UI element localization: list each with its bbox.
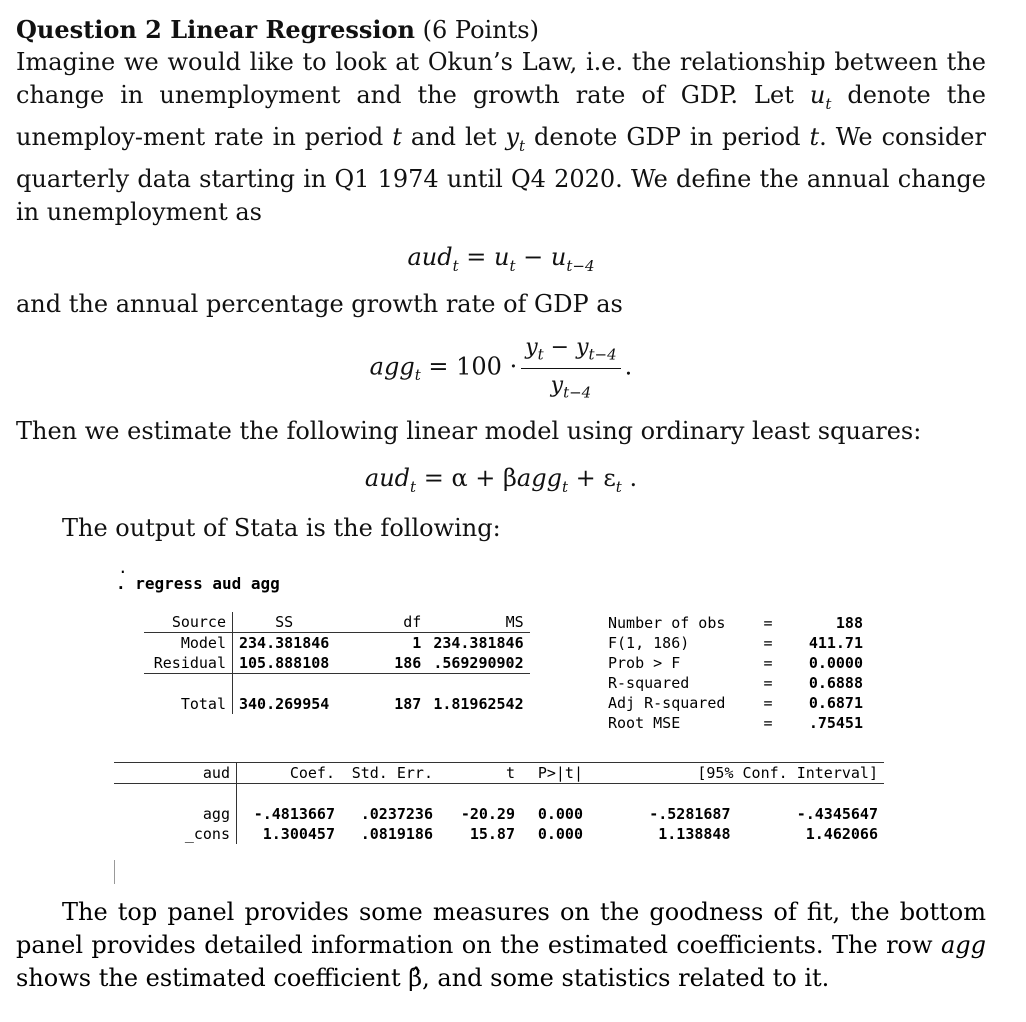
eq-sub: t (414, 366, 421, 385)
coef-header-p: P>|t| (521, 763, 589, 784)
model-label: Model (144, 633, 233, 654)
symbol-y: y (505, 122, 520, 151)
fit-row: Number of obs = 188 (608, 614, 863, 632)
eq-sub: t−4 (566, 256, 595, 275)
eq-sub: t (452, 256, 459, 275)
coef-header-coef: Coef. (237, 763, 342, 784)
question-page (16, 14, 986, 545)
eq-minus: − u (515, 242, 567, 271)
agg-se: .0237236 (360, 805, 433, 823)
cons-se: .0819186 (360, 825, 433, 843)
coef-header-se: Std. Err. (341, 763, 439, 784)
closing-section (16, 896, 986, 995)
agg-intro: and the annual percentage growth rate of GDP as (16, 290, 623, 319)
stata-intro: The output of Stata is the following: (62, 513, 501, 542)
eq-plus: + ε (567, 464, 616, 493)
eq-agg: agg (516, 464, 562, 493)
question-title (16, 14, 986, 46)
agg-t: -20.29 (460, 805, 515, 823)
model-ms: 234.381846 (433, 634, 524, 652)
eq-sub: t (615, 477, 622, 496)
total-ms: 1.81962542 (433, 695, 524, 713)
question-points: (6 Points) (422, 16, 539, 44)
closing-agg: agg (940, 931, 986, 959)
anova-header-ms: MS (427, 612, 529, 633)
stata-dot: . (118, 558, 128, 577)
symbol-t: t (809, 122, 820, 151)
closing-text: The top panel provides some measures on the goodness of fit, the bottom panel provides detailed information on the estimated coefficients. The row (16, 898, 986, 959)
agg-ci-low: -.5281687 (649, 805, 731, 823)
eq-end: . (624, 352, 633, 381)
anova-table (144, 612, 530, 714)
eq-sub: t (561, 477, 568, 496)
fraction-denominator: $y_{t-4}$ (550, 372, 592, 402)
eq-lhs: aud (364, 464, 411, 493)
fit-statistics (608, 613, 863, 733)
fraction (521, 335, 620, 401)
total-df: 187 (394, 695, 422, 713)
eq-sub: t (509, 256, 516, 275)
intro-text: denote GDP in period (525, 122, 810, 151)
cons-ci-high: 1.462066 (805, 825, 878, 843)
residual-label: Residual (144, 653, 233, 674)
fit-row: R-squared = 0.6888 (608, 674, 863, 692)
eq-lhs: agg (369, 352, 415, 381)
ols-intro: Then we estimate the following linear model using ordinary least squares: (16, 417, 922, 446)
coef-header-dep: aud (114, 763, 237, 784)
eq-rhs: = u (466, 242, 510, 271)
intro-text: denote the unemploy-ment rate in period (16, 81, 986, 151)
closing-text: , and some statistics related to it. (422, 964, 830, 992)
intro-text: . We consider quarterly data starting in Q1 1974 until Q4 2020. We define the annual change in unemployment as (16, 122, 986, 226)
cons-ci-low: 1.138848 (658, 825, 731, 843)
stata-bottom-bar (114, 860, 115, 884)
anova-header-df: df (335, 612, 427, 633)
model-ss: 234.381846 (239, 634, 330, 652)
intro-paragraph: Imagine we would like to look at Okun’s Law, i.e. the relationship between the change in unemployment and the growth rate of GDP. Let $u_t$ denote the unemploy-ment rate in period t and let $y_t$ denote GDP in period t. We consider quarterly data starting in Q1 1974 until Q4 2020. We define the annual change in unemployment as (16, 48, 986, 226)
anova-header-source: Source (144, 612, 233, 633)
agg-coef: -.4813667 (253, 805, 335, 823)
agg-ci-high: -.4345647 (796, 805, 878, 823)
anova-header-ss: SS (233, 612, 336, 633)
cons-coef: 1.300457 (262, 825, 335, 843)
residual-ss: 105.888108 (233, 653, 336, 674)
model-df: 1 (412, 634, 422, 652)
closing-beta: β̂ (408, 964, 423, 992)
closing-paragraph (16, 896, 986, 995)
closing-text: shows the estimated coefficient (16, 964, 409, 992)
residual-df: 186 (335, 653, 427, 674)
fit-row: Prob > F = 0.0000 (608, 654, 863, 672)
total-ss: 340.269954 (239, 695, 330, 713)
symbol-u: u (809, 81, 826, 109)
total-label: Total (144, 694, 233, 714)
intro-text: and let (401, 122, 506, 151)
coef-header-t: t (439, 763, 521, 784)
fit-row: Adj R-squared = 0.6871 (608, 694, 863, 712)
agg-label: agg (114, 804, 237, 824)
equation-agg (16, 335, 986, 401)
fit-row: F(1, 186) = 411.71 (608, 634, 863, 652)
stata-command: . regress aud agg (116, 574, 280, 593)
fraction-numerator: $y_t - y_{t-4}$ (521, 335, 620, 368)
symbol-t: t (392, 122, 402, 151)
eq-end: . (621, 464, 638, 493)
eq-rhs: = 100 · (428, 352, 518, 381)
eq-lhs: aud (407, 242, 453, 271)
cons-label: _cons (114, 824, 237, 844)
coef-table (114, 762, 884, 844)
eq-sub: t (410, 477, 417, 496)
equation-model (16, 464, 986, 496)
intro-text: Imagine we would like to look at Okun’s Law, i.e. the relationship between the change in unemployment and the growth rate of GDP. Let (16, 48, 986, 109)
fit-row: Root MSE = .75451 (608, 714, 863, 732)
cons-t: 15.87 (469, 825, 515, 843)
equation-aud (16, 243, 986, 275)
residual-ms: .569290902 (427, 653, 529, 674)
agg-p: 0.000 (537, 805, 583, 823)
question-title-bold: Question 2 Linear Regression (16, 15, 415, 44)
coef-header-ci: [95% Conf. Interval] (589, 763, 884, 784)
eq-rhs: = α + β (416, 464, 517, 493)
cons-p: 0.000 (537, 825, 583, 843)
